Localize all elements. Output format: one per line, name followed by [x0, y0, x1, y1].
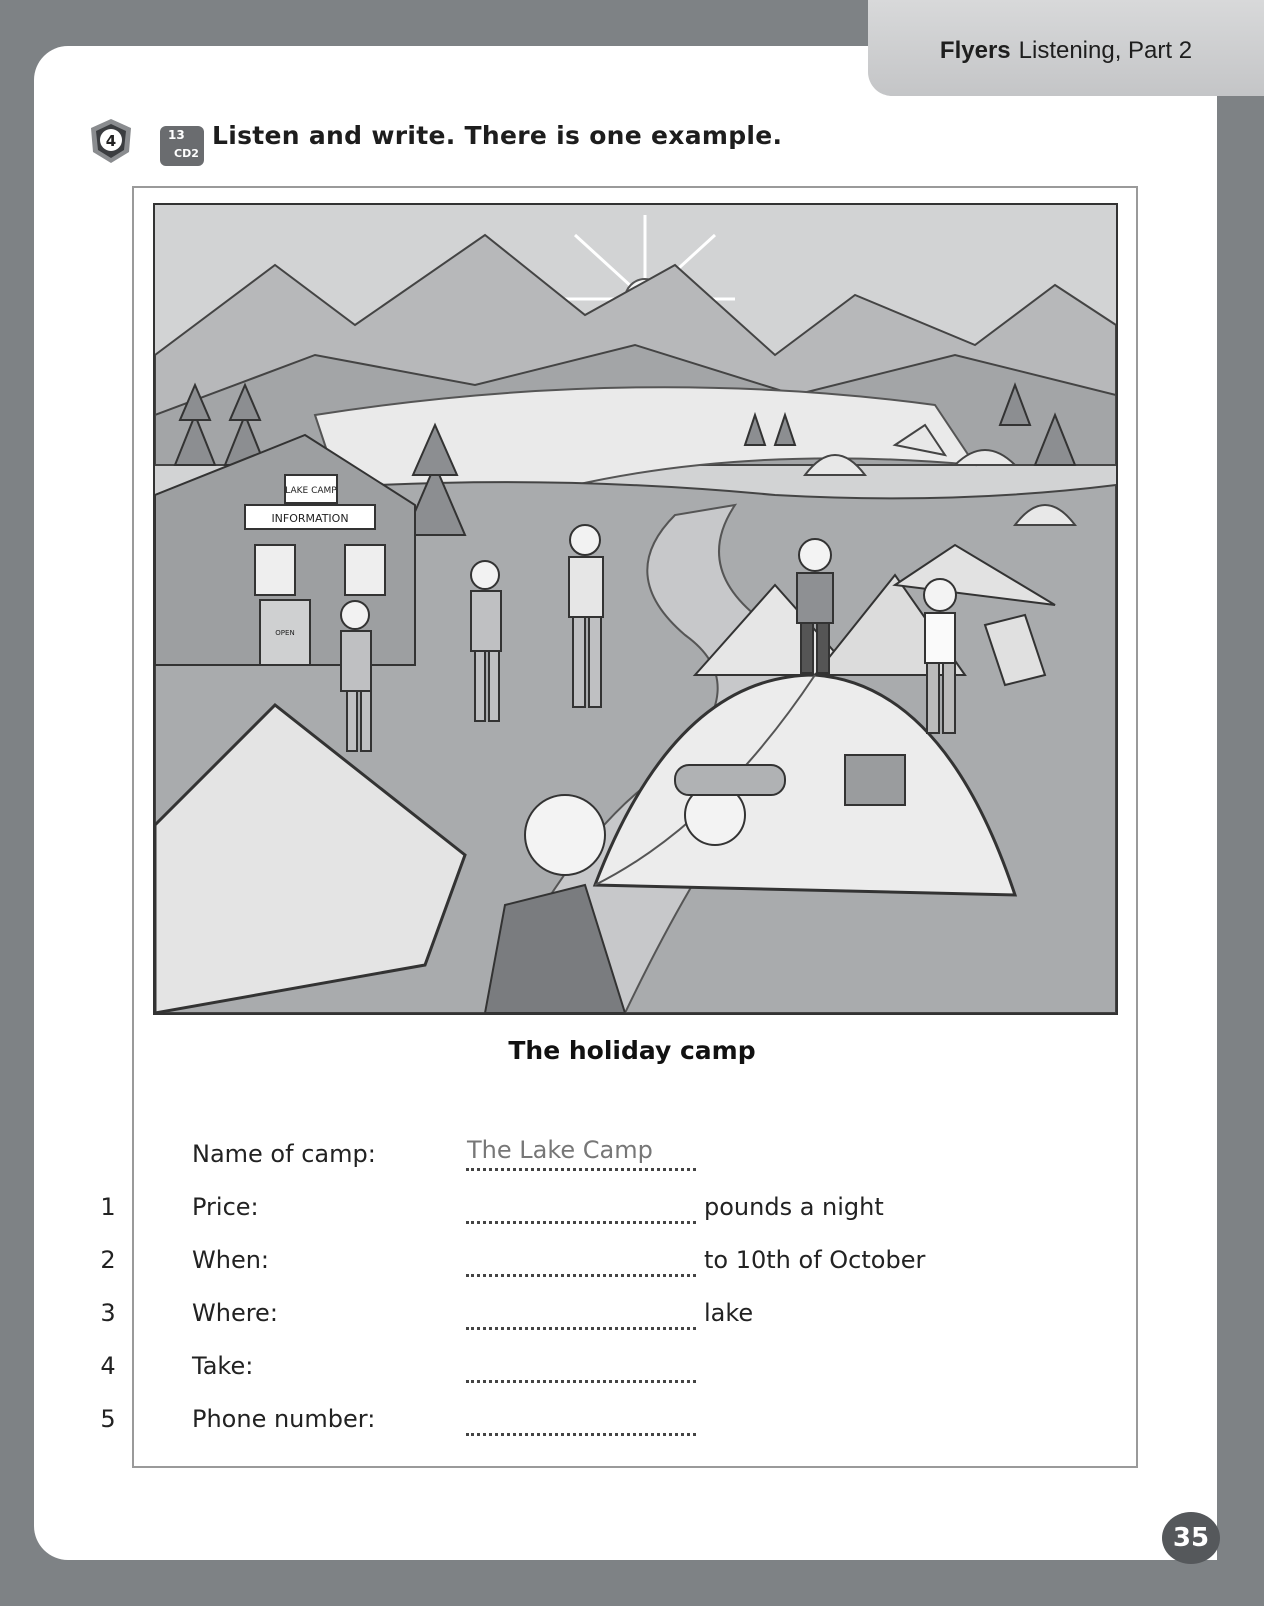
series-title: Flyers [939, 37, 1011, 64]
row-label: Name of camp: [192, 1140, 376, 1168]
row-label: Take: [192, 1352, 254, 1380]
row-suffix: to 10th of October [704, 1246, 926, 1274]
row-suffix: lake [704, 1299, 754, 1327]
answer-line[interactable] [466, 1327, 696, 1330]
question-row-4 [0, 1352, 1264, 1392]
question-row-2 [0, 1246, 1264, 1286]
answer-line[interactable] [466, 1221, 696, 1224]
header-tab [868, 0, 1264, 96]
question-row-1 [0, 1193, 1264, 1233]
task-number-badge [86, 116, 136, 166]
audio-track-icon[interactable] [160, 126, 204, 166]
holiday-camp-illustration [153, 203, 1118, 1015]
row-label: When: [192, 1246, 270, 1274]
row-number: 2 [100, 1246, 116, 1274]
task-number: 4 [105, 132, 117, 150]
row-number: 5 [100, 1405, 116, 1433]
answer-line[interactable] [466, 1274, 696, 1277]
row-number: 4 [100, 1352, 116, 1380]
answer-line[interactable] [466, 1380, 696, 1383]
example-row [0, 1136, 1264, 1180]
cd-label: CD2 [174, 147, 199, 160]
section-title: Listening, Part 2 [1018, 37, 1193, 64]
track-number: 13 [168, 128, 185, 142]
row-suffix: pounds a night [704, 1193, 884, 1221]
open-sign: OPEN [275, 629, 295, 637]
row-label: Where: [192, 1299, 278, 1327]
question-row-5 [0, 1405, 1264, 1445]
row-number: 3 [100, 1299, 116, 1327]
question-row-3 [0, 1299, 1264, 1339]
example-answer: The Lake Camp [467, 1136, 653, 1164]
camp-sign: LAKE CAMP [285, 486, 337, 496]
illustration-caption: The holiday camp [508, 1036, 756, 1065]
page-number: 35 [1162, 1512, 1220, 1564]
row-label: Phone number: [192, 1405, 376, 1433]
row-number: 1 [100, 1193, 116, 1221]
row-label: Price: [192, 1193, 259, 1221]
answer-line[interactable] [466, 1168, 696, 1171]
answer-line[interactable] [466, 1433, 696, 1436]
information-sign: INFORMATION [271, 512, 349, 525]
task-instruction: Listen and write. There is one example. [212, 121, 783, 150]
